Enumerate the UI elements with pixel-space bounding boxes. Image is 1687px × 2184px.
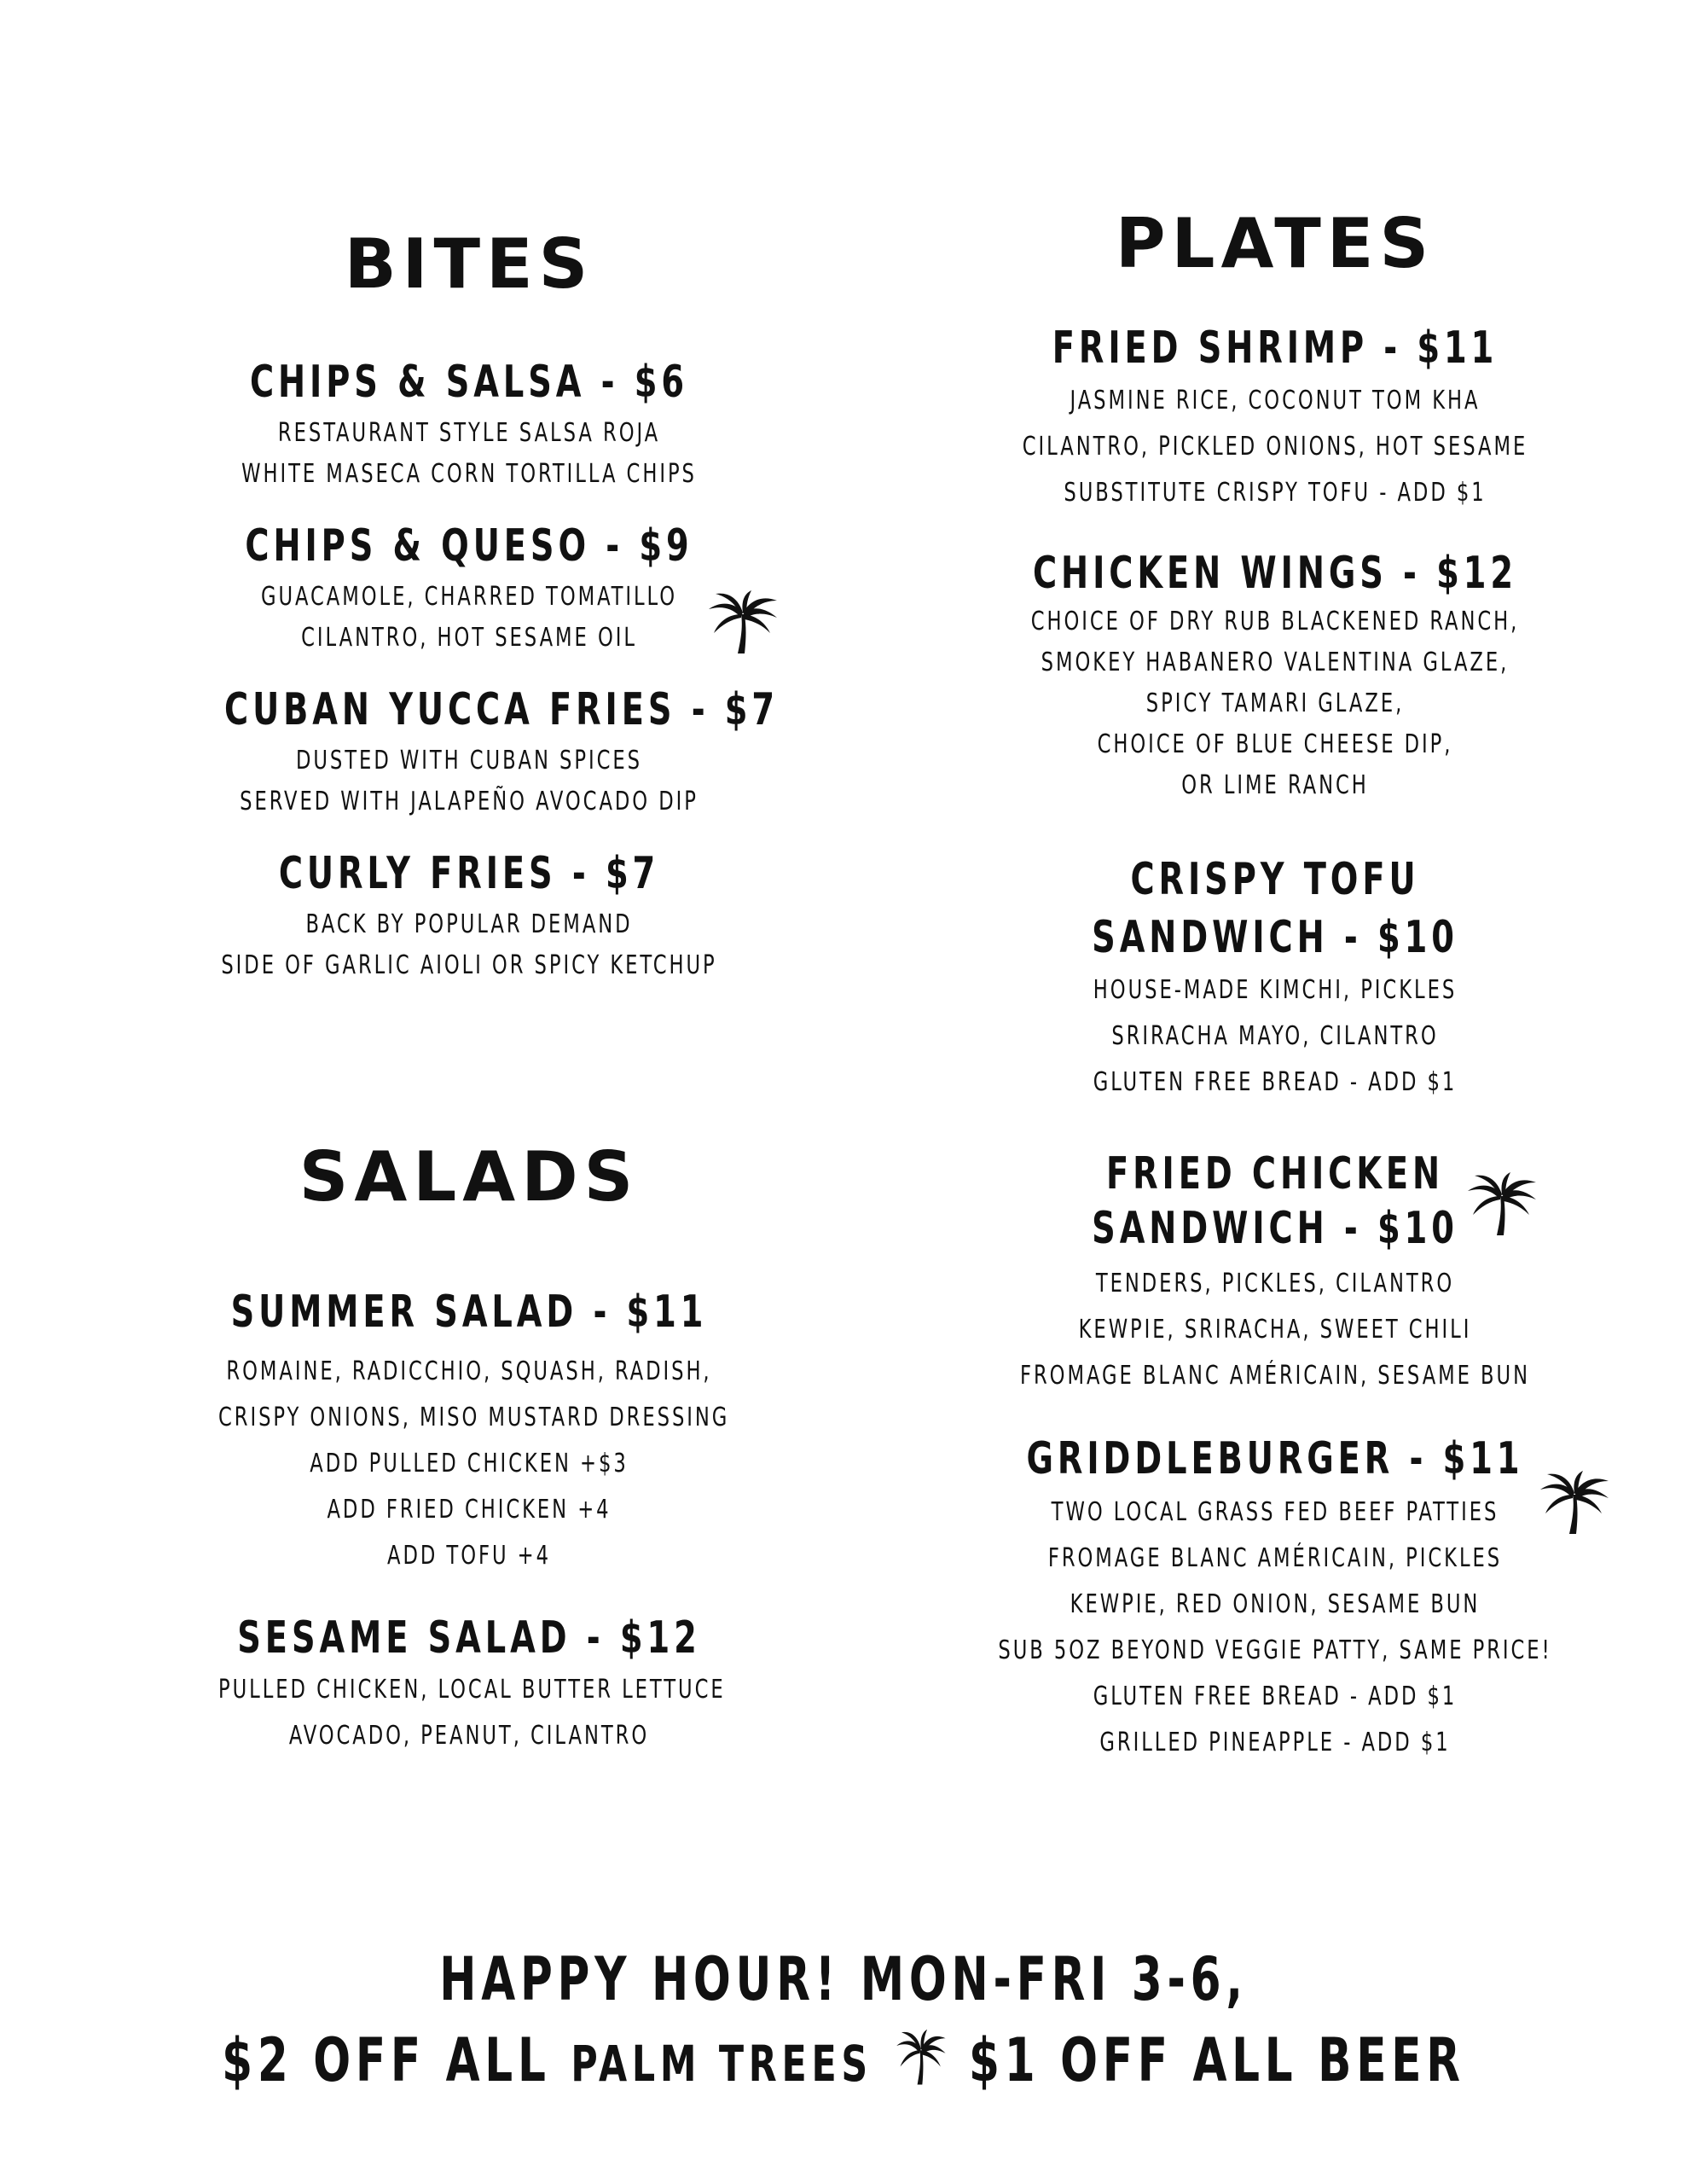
item-title: CURLY FRIES - $7 (278, 848, 660, 899)
item-desc-line: WHITE MASECA CORN TORTILLA CHIPS (241, 459, 697, 489)
item-title: FRIED SHRIMP - $11 (1052, 322, 1499, 374)
palm-tree-icon (704, 589, 780, 657)
item-desc-line: KEWPIE, RED ONION, SESAME BUN (1070, 1589, 1481, 1619)
happy-hour-line-1: HAPPY HOUR! MON-FRI 3-6, (439, 1944, 1248, 2014)
item-desc-line: JASMINE RICE, COCONUT TOM KHA (1070, 386, 1481, 415)
item-desc-line: SIDE OF GARLIC AIOLI OR SPICY KETCHUP (221, 950, 717, 980)
item-desc-line: AVOCADO, PEANUT, CILANTRO (288, 1721, 650, 1751)
item-desc-line: GLUTEN FREE BREAD - ADD $1 (1093, 1067, 1458, 1097)
palm-tree-icon (893, 2028, 949, 2088)
item-desc-line: OR LIME RANCH (1181, 770, 1369, 800)
item-desc-line: FROMAGE BLANC AMÉRICAIN, PICKLES (1047, 1543, 1503, 1573)
section-title-bites: BITES (344, 224, 594, 304)
section-title-salads: SALADS (299, 1137, 640, 1217)
item-desc-line: SPICY TAMARI GLAZE, (1145, 688, 1405, 718)
happy-hour-deal-text: $1 OFF ALL BEER (969, 2025, 1465, 2095)
item-desc-line: HOUSE-MADE KIMCHI, PICKLES (1093, 975, 1458, 1005)
item-desc-line: SMOKEY HABANERO VALENTINA GLAZE, (1041, 648, 1510, 677)
item-title: FRIED CHICKEN (1105, 1148, 1445, 1199)
item-desc-line: ROMAINE, RADICCHIO, SQUASH, RADISH, (226, 1356, 712, 1386)
item-desc-line: TWO LOCAL GRASS FED BEEF PATTIES (1051, 1497, 1499, 1527)
item-title: CHIPS & QUESO - $9 (245, 520, 693, 572)
item-desc-line: DUSTED WITH CUBAN SPICES (295, 746, 642, 775)
item-desc-line: SERVED WITH JALAPEÑO AVOCADO DIP (240, 787, 699, 816)
item-desc-line: TENDERS, PICKLES, CILANTRO (1095, 1269, 1455, 1298)
item-title: CUBAN YUCCA FRIES - $7 (224, 684, 780, 735)
happy-hour-banner (0, 1944, 1687, 2095)
item-title: SESAME SALAD - $12 (237, 1612, 701, 1664)
item-desc-line: SRIRACHA MAYO, CILANTRO (1111, 1021, 1439, 1051)
item-title: SUMMER SALAD - $11 (230, 1287, 708, 1338)
happy-hour-deal-text: $2 OFF ALL (222, 2025, 551, 2095)
item-desc-line: SUBSTITUTE CRISPY TOFU - ADD $1 (1064, 478, 1487, 508)
happy-hour-deal-text: PALM TREES (571, 2035, 872, 2093)
item-desc-line: KEWPIE, SRIRACHA, SWEET CHILI (1078, 1315, 1472, 1345)
item-desc-line: FROMAGE BLANC AMÉRICAIN, SESAME BUN (1019, 1361, 1530, 1391)
item-title: CHIPS & SALSA - $6 (249, 357, 689, 408)
item-desc-line: RESTAURANT STYLE SALSA ROJA (277, 418, 661, 448)
palm-tree-icon (1463, 1170, 1539, 1239)
item-title: SANDWICH - $10 (1092, 1203, 1458, 1254)
item-title: SANDWICH - $10 (1092, 912, 1458, 963)
section-title-plates: PLATES (1115, 204, 1435, 283)
item-title: GRIDDLEBURGER - $11 (1026, 1433, 1524, 1484)
item-desc-line: CRISPY ONIONS, MISO MUSTARD DRESSING (218, 1403, 730, 1432)
item-desc-line: GRILLED PINEAPPLE - ADD $1 (1099, 1728, 1451, 1757)
happy-hour-line-2 (152, 2025, 1535, 2095)
item-desc-line: CILANTRO, HOT SESAME OIL (301, 623, 637, 653)
item-desc-line: BACK BY POPULAR DEMAND (305, 909, 633, 939)
item-title: CRISPY TOFU (1130, 854, 1420, 905)
item-desc-line: ADD TOFU +4 (387, 1541, 551, 1571)
item-desc-line: CHOICE OF DRY RUB BLACKENED RANCH, (1030, 607, 1520, 636)
item-desc-line: CILANTRO, PICKLED ONIONS, HOT SESAME (1022, 432, 1528, 462)
item-desc-line: SUB 5OZ BEYOND VEGGIE PATTY, SAME PRICE! (998, 1635, 1552, 1665)
item-desc-line: GLUTEN FREE BREAD - ADD $1 (1093, 1682, 1458, 1711)
item-desc-line: GUACAMOLE, CHARRED TOMATILLO (260, 582, 678, 612)
item-desc-line: ADD FRIED CHICKEN +4 (327, 1495, 612, 1525)
item-desc-line: CHOICE OF BLUE CHEESE DIP, (1097, 729, 1453, 759)
item-desc-line: PULLED CHICKEN, LOCAL BUTTER LETTUCE (218, 1675, 726, 1705)
item-desc-line: ADD PULLED CHICKEN +$3 (310, 1449, 629, 1478)
item-title: CHICKEN WINGS - $12 (1032, 548, 1518, 599)
